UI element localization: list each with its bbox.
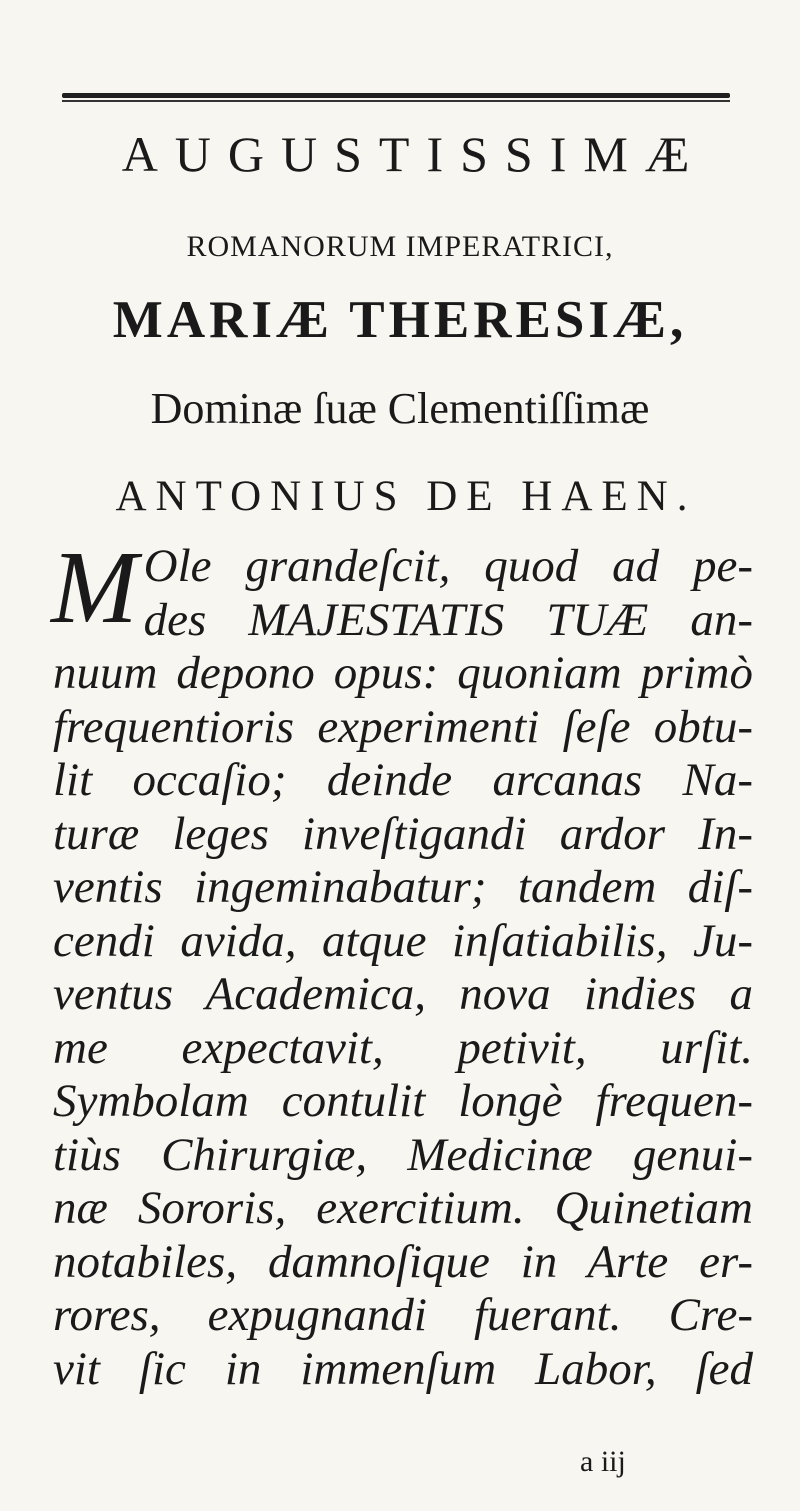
heading-romanorum: ROMANORUM IMPERATRICI, — [186, 230, 614, 263]
heading-mariae-theresiae: MARIÆ THERESIÆ, — [112, 291, 688, 349]
ornamental-rule — [62, 93, 730, 102]
dedication-text — [51, 530, 753, 1396]
dedication-line: nuum depono opus: quoniam primò — [53, 647, 753, 699]
signature-mark: a iij — [580, 1445, 626, 1478]
heading-author: ANTONIUS DE HAEN. — [115, 473, 697, 520]
dedication-line: lit occaſio; deinde arcanas Na- — [53, 754, 753, 806]
rule-thin — [62, 100, 730, 102]
dedication-line: cendi avida, atque inſatiabilis, Ju- — [53, 914, 753, 967]
dedication-line: des MAJESTATIS TUÆ an- — [143, 593, 753, 646]
dedication-line: Symbolam contulit longè frequen- — [53, 1075, 753, 1127]
drop-cap: M — [51, 530, 138, 645]
dedication-line: næ Sororis, exercitium. Quinetiam — [53, 1182, 753, 1234]
heading-augustissimae: AUGUSTISSIMÆ — [121, 126, 707, 182]
dedication-line: notabiles, damnoſique in Arte er- — [53, 1235, 753, 1288]
dedication-line: ventis ingeminabatur; tandem diſ- — [53, 861, 753, 913]
dedication-line: vit ſic in immenſum Labor, ſed — [53, 1342, 753, 1395]
dedication-line: frequentioris experimenti ſeſe obtu- — [53, 700, 753, 753]
dedication-line: turæ leges inveſtigandi ardor In- — [53, 807, 753, 860]
dedication-line: tiùs Chirurgiæ, Medicinæ genui- — [53, 1128, 753, 1181]
heading-dominae: Dominæ ſuæ Clementiſſimæ — [150, 384, 650, 433]
dedication-line: rores, expugnandi fuerant. Cre- — [53, 1289, 753, 1341]
dedication-line: ventus Academica, nova indies a — [53, 968, 753, 1020]
dedication-line: me expectavit, petivit, urſit. — [53, 1021, 753, 1074]
dedication-line: Ole grandeſcit, quod ad pe- — [143, 540, 753, 592]
rule-thick — [62, 93, 730, 98]
